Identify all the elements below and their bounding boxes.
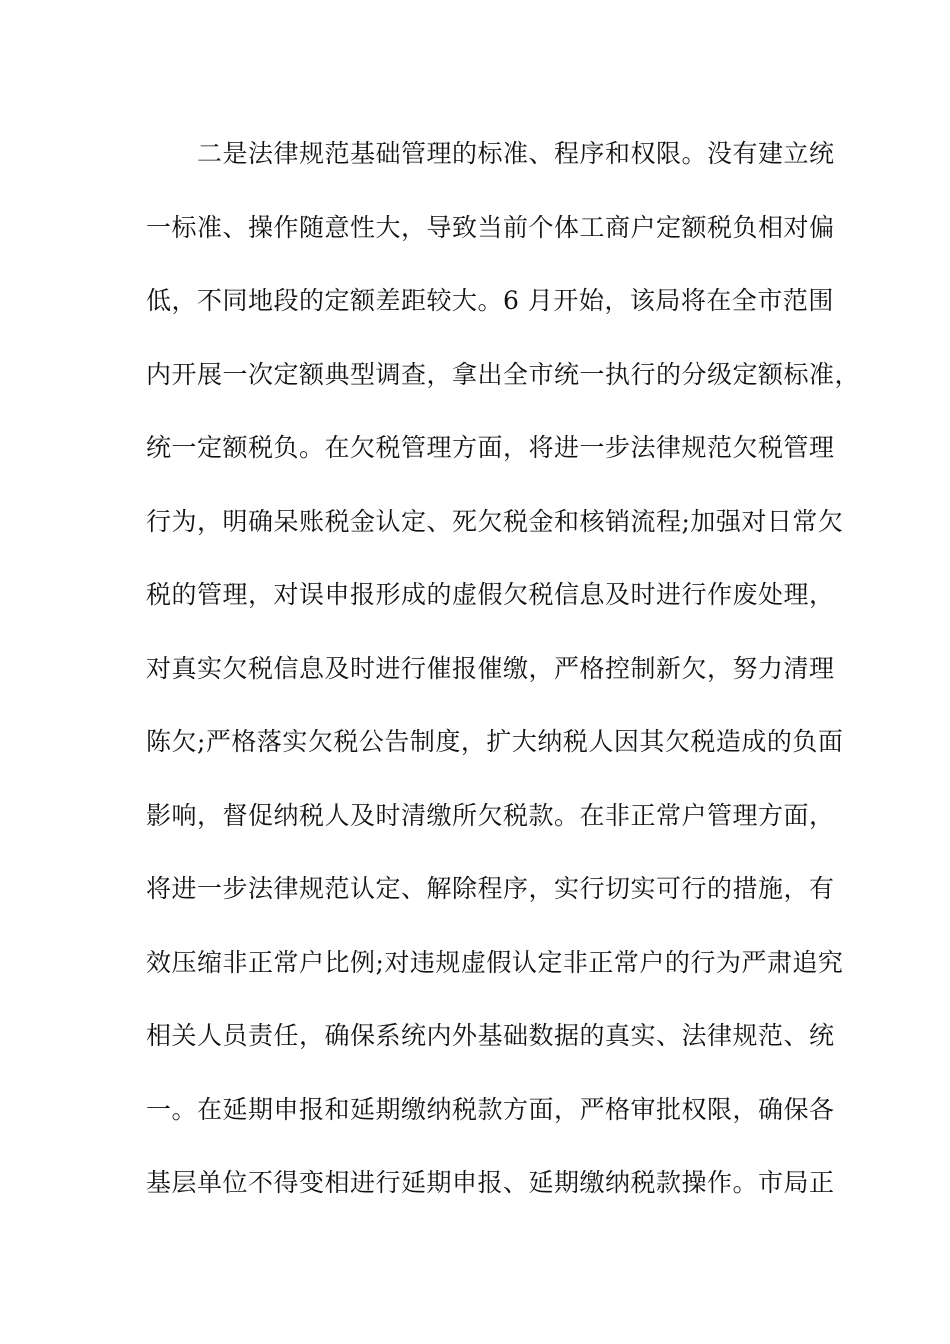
text-line: 行为，明确呆账税金认定、死欠税金和核销流程;加强对日常欠 bbox=[146, 506, 844, 536]
text-line: 二是法律规范基础管理的标准、程序和权限。没有建立统 bbox=[146, 139, 835, 168]
text-line: 税的管理，对误申报形成的虚假欠税信息及时进行作废处理， bbox=[146, 580, 835, 609]
body-paragraph bbox=[146, 132, 861, 1235]
text-line: 一。在延期申报和延期缴纳税款方面，严格审批权限，确保各 bbox=[146, 1094, 835, 1124]
text-line: 影响，督促纳税人及时清缴所欠税款。在非正常户管理方面， bbox=[146, 800, 835, 830]
text-line: 一标准、操作随意性大，导致当前个体工商户定额税负相对偏 bbox=[146, 212, 835, 242]
text-line: 相关人员责任，确保系统内外基础数据的真实、法律规范、统 bbox=[146, 1021, 835, 1050]
text-line: 内开展一次定额典型调查，拿出全市统一执行的分级定额标准， bbox=[146, 359, 861, 389]
text-line: 将进一步法律规范认定、解除程序，实行切实可行的措施，有 bbox=[146, 874, 835, 903]
text-line: 基层单位不得变相进行延期申报、延期缴纳税款操作。市局正 bbox=[146, 1168, 835, 1197]
text-line: 统一定额税负。在欠税管理方面，将进一步法律规范欠税管理 bbox=[146, 433, 835, 462]
text-line: 低，不同地段的定额差距较大。6 月开始，该局将在全市范围 bbox=[146, 286, 834, 315]
text-line: 对真实欠税信息及时进行催报催缴，严格控制新欠，努力清理 bbox=[146, 653, 835, 683]
text-line: 陈欠;严格落实欠税公告制度，扩大纳税人因其欠税造成的负面 bbox=[146, 727, 844, 756]
text-line: 效压缩非正常户比例;对违规虚假认定非正常户的行为严肃追究 bbox=[146, 947, 844, 977]
